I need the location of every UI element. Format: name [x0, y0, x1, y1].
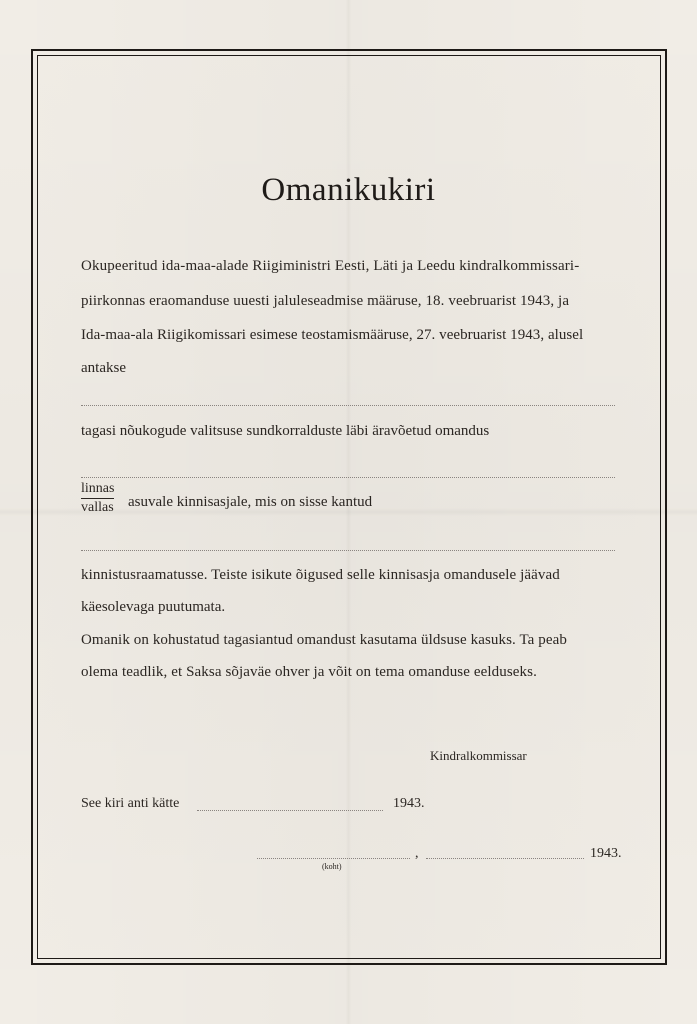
place-label: (koht) — [322, 862, 342, 871]
place-date-fill-line — [426, 858, 584, 859]
signatory-label: Kindralkommissar — [430, 748, 527, 763]
issued-prefix: See kiri anti kätte — [81, 796, 180, 811]
place-year: 1943. — [590, 846, 622, 861]
linnas-vallas-fraction — [81, 480, 114, 516]
returned-property-line: tagasi nõukogude valitsuse sundkorralduste läbi äravõetud omandus — [81, 423, 490, 439]
intro-line-4: antakse — [81, 360, 126, 376]
issued-year: 1943. — [393, 796, 425, 811]
closing-line-2: käesolevaga puutumata. — [81, 599, 226, 615]
document-title: Omanikukiri — [261, 172, 436, 208]
property-line: asuvale kinnisasjale, mis on sisse kantud — [128, 494, 373, 510]
owner-fill-line — [81, 405, 615, 406]
closing-line-3: Omanik on kohustatud tagasiantud omandust kasutama üldsuse kasuks. Ta peab — [81, 632, 567, 648]
intro-line-2: piirkonnas eraomanduse uuesti jaluleseadmise määruse, 18. veebruarist 1943, ja — [81, 293, 570, 309]
location-fill-line — [81, 477, 615, 478]
closing-line-1: kinnistusraamatusse. Teiste isikute õigused selle kinnisasja omandusele jäävad — [81, 567, 560, 583]
intro-line-3: Ida-maa-ala Riigikomissari esimese teostamismääruse, 27. veebruarist 1943, alusel — [81, 327, 584, 343]
closing-line-4: olema teadlik, et Saksa sõjaväe ohver ja võit on tema omanduse eelduseks. — [81, 664, 537, 680]
linnas-label: linnas — [81, 480, 114, 499]
issued-date-fill-line — [197, 810, 383, 811]
intro-line-1: Okupeeritud ida-maa-alade Riigiministri Eesti, Läti ja Leedu kindralkommissari- — [81, 258, 580, 274]
registry-fill-line — [81, 550, 615, 551]
place-fill-line — [257, 858, 410, 859]
vallas-label: vallas — [81, 500, 114, 515]
place-comma: , — [415, 846, 419, 861]
